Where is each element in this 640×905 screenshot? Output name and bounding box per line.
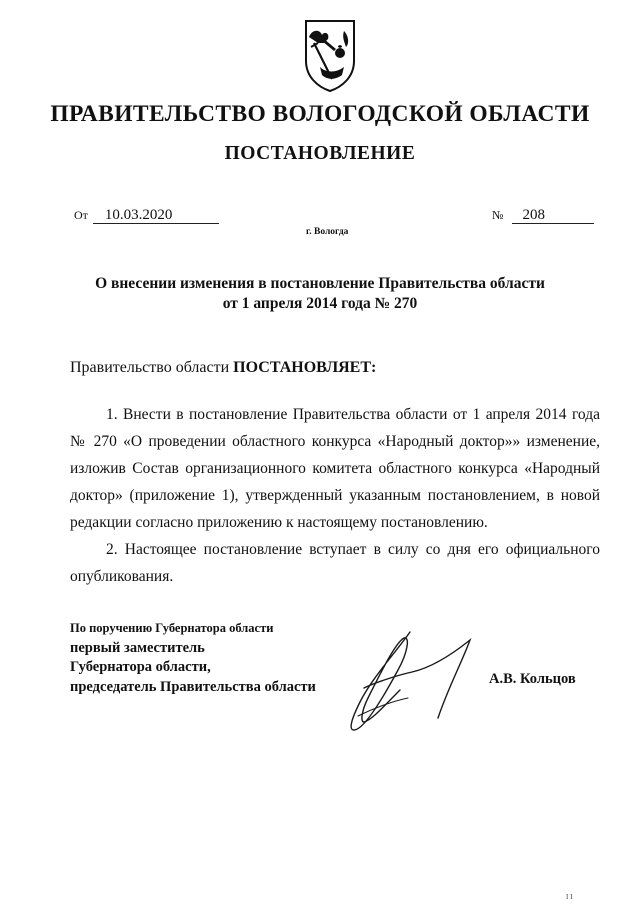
- signatory-name: А.В. Кольцов: [489, 671, 576, 687]
- coat-of-arms-icon: [300, 17, 360, 93]
- signatory-line-2: первый заместитель: [70, 639, 205, 656]
- number-field: [492, 207, 594, 224]
- signatory-line-3: Губернатора области,: [70, 659, 211, 675]
- signatory-line-4: председатель Правительства области: [70, 678, 316, 695]
- footer-mark: I I: [566, 893, 573, 901]
- city-label: г. Вологда: [306, 227, 349, 237]
- date-label: От: [74, 208, 88, 222]
- body-paragraph-2: 2. Настоящее постановление вступает в силу со дня его официального опубликования.: [70, 541, 600, 585]
- signatory-line-1: По поручению Губернатора области: [70, 621, 274, 635]
- government-title: ПРАВИТЕЛЬСТВО ВОЛОГОДСКОЙ ОБЛАСТИ: [50, 101, 590, 127]
- handwritten-signature: [338, 626, 478, 736]
- preamble-emphasis: ПОСТАНОВЛЯЕТ:: [233, 359, 377, 376]
- signatory-block: [70, 619, 316, 697]
- document-subject: [60, 274, 580, 314]
- subject-line-1: О внесении изменения в постановление Правительства области: [95, 275, 545, 292]
- subject-line-2: от 1 апреля 2014 года № 270: [222, 295, 418, 312]
- document-type: ПОСТАНОВЛЕНИЕ: [224, 143, 416, 164]
- body-paragraph-1: 1. Внести в постановление Правительства области от 1 апреля 2014 года № 270 «О проведении областного конкурса «Народный доктор»» изменение, изложив Состав организационного комитета областного конкурса «Народный доктор» (приложение 1), утвержденный указанным постановлением, в новой редакции согласно приложению к настоящему постановлению.: [70, 406, 600, 531]
- preamble-text: Правительство области: [70, 359, 234, 376]
- number-label: №: [492, 208, 504, 222]
- date-value: 10.03.2020: [93, 207, 219, 224]
- preamble: [70, 359, 376, 377]
- date-field: [74, 207, 219, 224]
- number-value: 208: [512, 207, 594, 224]
- document-body: [70, 401, 600, 590]
